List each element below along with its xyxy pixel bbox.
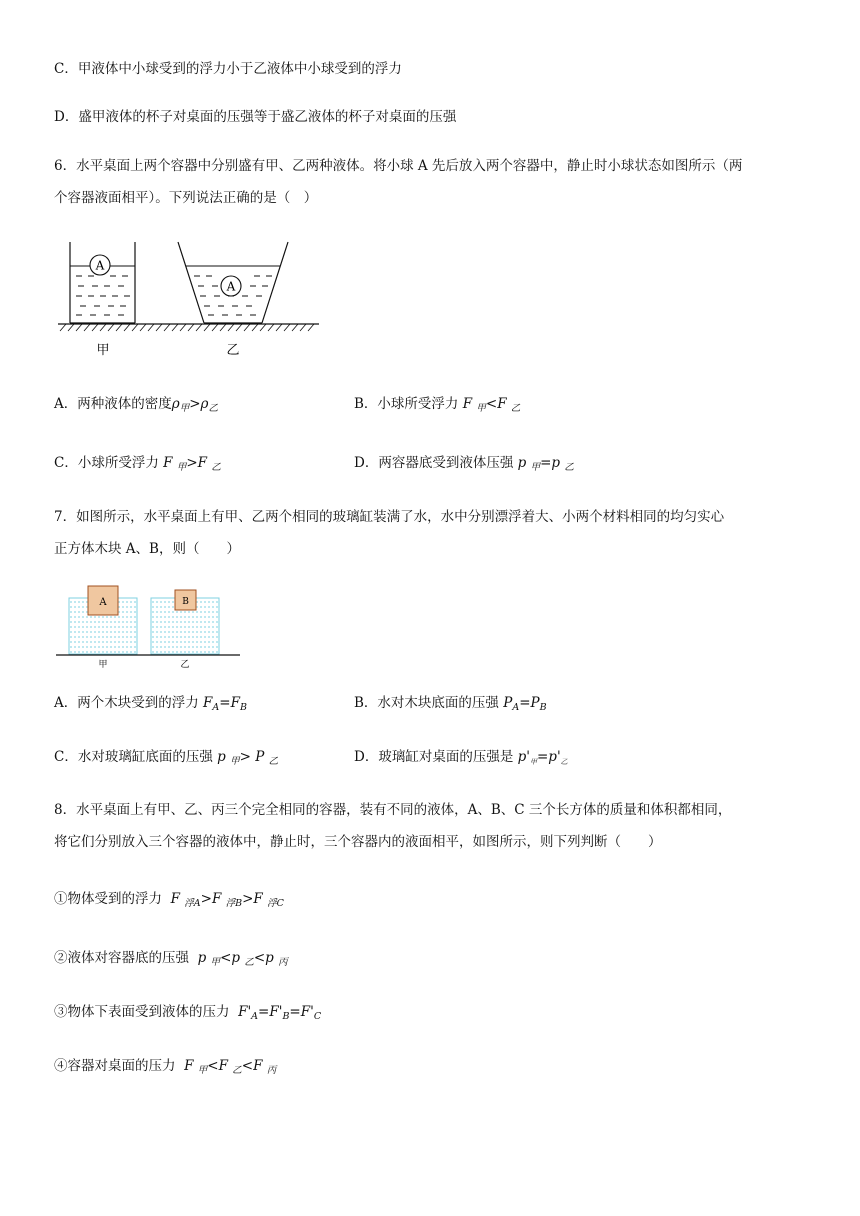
q6-option-c: C．小球所受浮力 F $_甲$>F $_乙$ [54, 455, 221, 473]
q5-option-c: C．甲液体中小球受到的浮力小于乙液体中小球受到的浮力 [54, 61, 402, 77]
q8-statement-4: ④容器对桌面的压力 F $_甲$<F $_乙$<F $_丙$ [54, 1058, 277, 1076]
q7-stem-line1: 7．如图所示，水平桌面上有甲、乙两个相同的玻璃缸装满了水，水中分别漂浮着大、小两个材料相同的均匀实心 [54, 509, 725, 525]
q6-option-b: B．小球所受浮力 F $_甲$<F $_乙$ [354, 396, 521, 414]
q7-label-yi: 乙 [180, 660, 190, 670]
q6-figure [54, 236, 324, 361]
q6-label-jia: 甲 [96, 343, 110, 358]
q5-option-d: D．盛甲液体的杯子对桌面的压强等于盛乙液体的杯子对桌面的压强 [54, 109, 457, 125]
q6-ball-label-right: A [226, 279, 236, 294]
q6-option-d: D．两容器底受到液体压强 p $_甲$=p $_乙$ [354, 455, 574, 473]
q6-liquid-left-dashes [76, 276, 130, 315]
q6-option-a: A．两种液体的密度$\rho_甲>\rho_乙$ [54, 396, 218, 414]
q7-label-jia: 甲 [98, 660, 108, 670]
q7-option-b: B．水对木块底面的压强 $P_A=P_B$ [354, 695, 547, 713]
q6-ball-label-left: A [95, 258, 105, 273]
q7-option-a: A．两个木块受到的浮力 $F_A=F_B$ [54, 695, 247, 713]
q7-block-b-label: B [182, 597, 189, 607]
q8-statement-3: ③物体下表面受到液体的压力 $F'_A=F'_B=F'_C$ [54, 1004, 322, 1022]
q8-statement-1: ①物体受到的浮力 F $_{浮A}$>F $_{浮B}$>F $_{浮C}$ [54, 891, 284, 909]
q7-figure [54, 582, 242, 670]
q6-label-yi: 乙 [226, 343, 240, 358]
q7-option-d: D．玻璃缸对桌面的压强是 $p'_甲=p'_乙$ [354, 749, 568, 766]
q7-block-a-label: A [99, 597, 107, 608]
q7-stem-line2: 正方体木块 A、B，则（ ） [54, 541, 240, 557]
q8-stem-line2: 将它们分别放入三个容器的液体中，静止时，三个容器内的液面相平，如图所示，则下列判断（ ） [54, 834, 662, 850]
q8-statement-2: ②液体对容器底的压强 p $_甲$<p $_乙$<p $_丙$ [54, 950, 288, 968]
q6-stem-line1: 6．水平桌面上两个容器中分别盛有甲、乙两种液体。将小球 A 先后放入两个容器中，静止时小球状态如图所示（两 [54, 158, 743, 174]
q7-option-c: C．水对玻璃缸底面的压强 p $_甲$> P $_乙$ [54, 749, 279, 767]
q8-stem-line1: 8．水平桌面上有甲、乙、丙三个完全相同的容器，装有不同的液体，A、B、C 三个长方体的质量和体积都相同， [54, 802, 732, 818]
q6-stem-line2: 个容器液面相平）。下列说法正确的是（ ） [54, 190, 318, 206]
q6-table-hatching [60, 324, 314, 331]
